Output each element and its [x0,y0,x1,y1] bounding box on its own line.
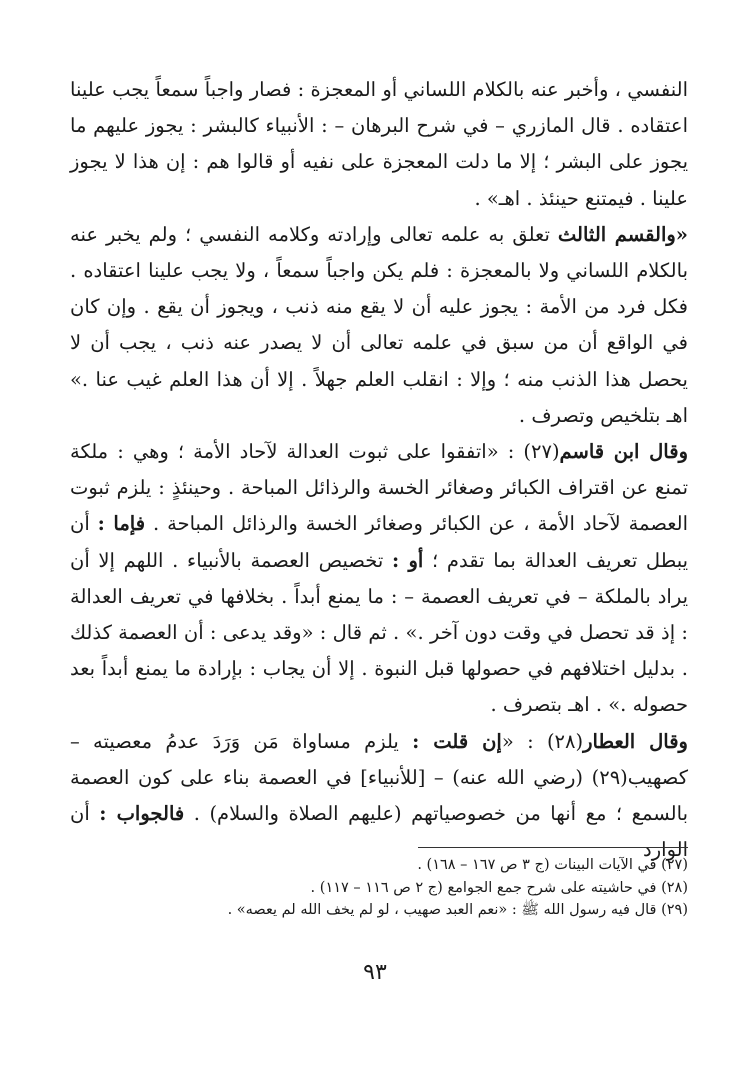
paragraph-4-text-d: أن الوارد [70,802,688,862]
footnote-29: (٢٩) قال فيه رسول الله ﷺ : «نعم العبد صهيب ، لو لم يخف الله لم يعصه» . [227,902,688,918]
paragraph-4-text-a: : « [501,729,547,753]
section-heading-third: «والقسم الثالث [557,222,688,246]
keyword-aw: أو : [392,548,424,572]
author-al-attar: وقال العطار [583,729,688,753]
paragraph-4-text-c: (رضي الله عنه) – [للأنبياء] في العصمة بناء على كون العصمة بالسمع ؛ مع أنها من خصوصياتهم (عليهم الصلاة والسلام) . [70,765,688,826]
footnote-ref-28: (٢٨) [546,729,584,753]
paragraph-1: النفسي ، وأخبر عنه بالكلام اللساني أو المعجزة : فصار واجباً سمعاً يجب علينا اعتقاده . قال المازري – في شرح البرهان – : الأنبياء كالبشر : يجوز عليهم ما يجوز على البشر ؛ إلا ما دلت المعجزة على نفيه أو قالوا هم : إن هذا لا يجوز علينا . فيمتنع حينئذ . اهـ» . [70,78,688,210]
paragraph-3-text-c: تخصيص العصمة بالأنبياء . اللهم إلا أن يراد بالملكة – في تعريف العصمة – : ما يمنع أبداً . بخلافها في تعريف العدالة : إذ قد تحصل في وقت دون آخر .» . ثم قال : «وقد يدعى : أن العصمة كذلك . بدليل اختلافهم في حصولها قبل النبوة . إلا أن يجاب : بإرادة ما يمنع أبداً بعد حصوله .» . اهـ بتصرف . [70,548,688,717]
paragraph-3-text-b: أن يبطل تعريف العدالة بما تقدم ؛ [70,512,689,572]
main-text [70,72,688,868]
paragraph-3-text-a: : «اتفقوا على ثبوت العدالة لآحاد الأمة ؛ وهي : ملكة تمنع عن اقتراف الكبائر وصغائر الخسة والرذائل المباحة . وحينئذٍ : يلزم ثبوت العصمة لآحاد الأمة ، عن الكبائر وصغائر الخسة والرذائل المباحة . [70,440,689,536]
footnote-separator [418,847,688,848]
page-number: ٩٣ [363,960,387,985]
footnotes [90,854,688,922]
keyword-al-jawab: فالجواب : [99,802,185,826]
paragraph-2 [70,217,688,434]
keyword-in-qulta: إن قلت : [412,729,502,753]
footnote-27: (٢٧) في الآيات البينات (ج ٣ ص ١٦٧ – ١٦٨) . [417,857,688,873]
author-ibn-qasim: وقال ابن قاسم [559,440,688,464]
keyword-fama: فإما : [97,512,146,536]
paragraph-2-text: تعلق به علمه تعالى وإرادته وكلامه النفسي ؛ ولم يخبر عنه بالكلام اللساني ولا بالمعجزة : فلم يكن واجباً سمعاً ، ولا يجب علينا اعتقاده . فكل فرد من الأمة : يجوز عليه أن لا يقع منه ذنب ، ويجوز أن يقع . وإن كان في الواقع أن من سبق في علمه تعالى أن لا يصدر عنه ذنب ، يجب أن لا يحصل هذا الذنب منه ؛ وإلا : انقلب العلم جهلاً . إلا أن هذا العلم غيب عنا .» اهـ بتلخيص وتصرف . [70,222,688,427]
paragraph-3 [70,434,688,724]
paragraph-4-text-b: يلزم مساواة مَن وَرَدَ عدمُ معصيته – كصهيب [70,729,688,789]
footnote-28: (٢٨) في حاشيته على شرح جمع الجوامع (ج ٢ ص ١١٦ – ١١٧) . [310,879,688,896]
footnote-ref-27: (٢٧) [523,440,560,464]
footnote-ref-29: (٢٩) [591,765,628,789]
